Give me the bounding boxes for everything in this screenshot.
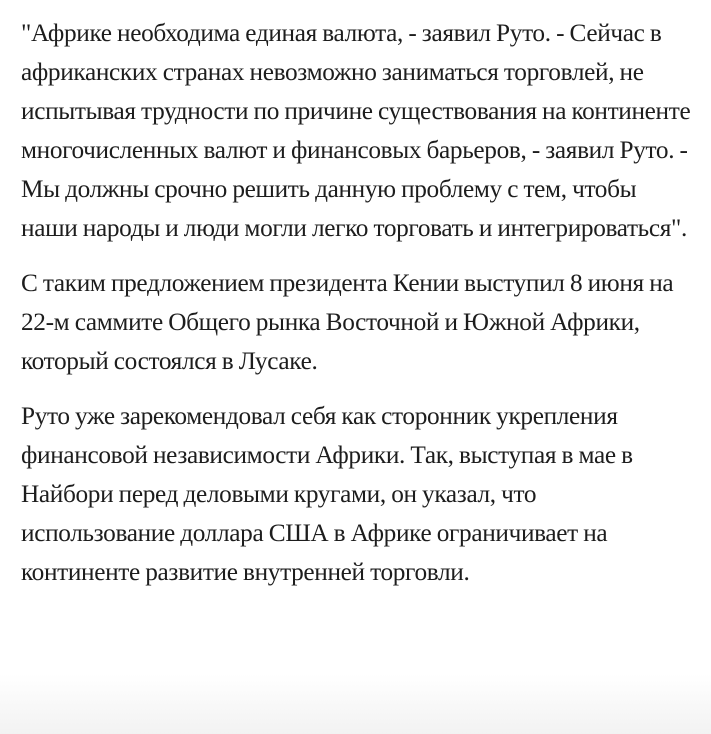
article-paragraph-summit: С таким предложением президента Кении выступил 8 июня на 22-м саммите Общего рынка Восточной и Южной Африки, который состоялся в Лусаке. (21, 269, 674, 375)
bottom-fade-overlay (0, 674, 711, 734)
article-body (21, 14, 691, 592)
article-paragraph-quote: "Африке необходима единая валюта, - заявил Руто. - Сейчас в африканских странах невозможно заниматься торговлей, не испытывая трудности по причине существования на континенте многочисленных валют и финансовых барьеров, - заявил Руто. - Мы должны срочно решить данную проблему с тем, чтобы наши народы и люди могли легко торговать и интегрироваться". (21, 19, 691, 242)
article-paragraph-independence: Руто уже зарекомендовал себя как сторонник укрепления финансовой независимости Африки. Так, выступая в мае в Найбори перед деловыми кругами, он указал, что использование доллара США в Африке ограничивает на континенте развитие внутренней торговли. (21, 402, 633, 586)
